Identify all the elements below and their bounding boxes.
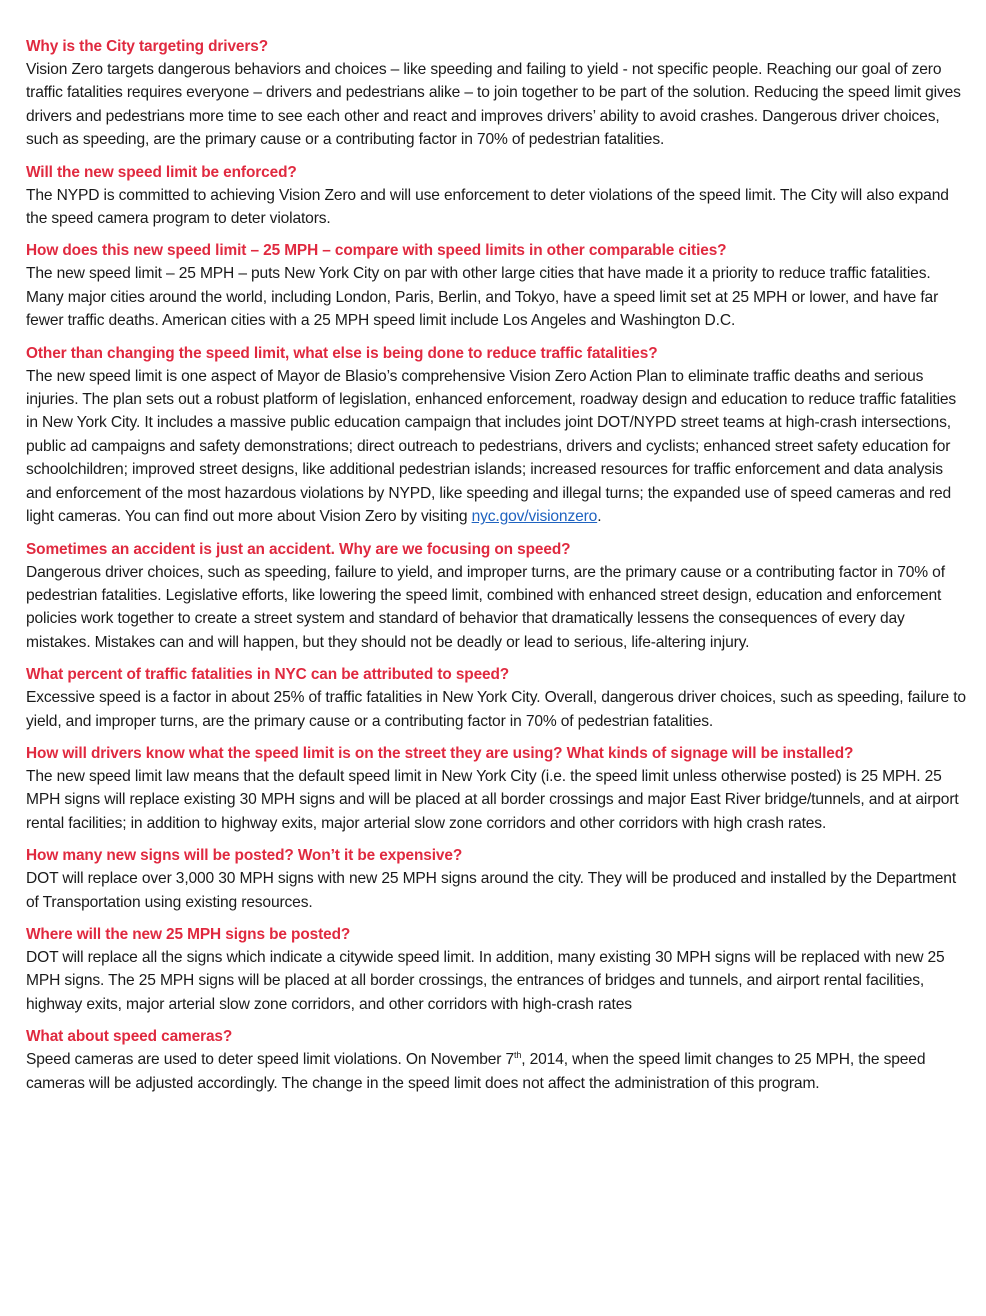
faq-answer-suffix: . [597,508,602,526]
faq-question: How many new signs will be posted? Won’t it be expensive? [26,847,463,865]
faq-item-sign-count [26,845,972,914]
faq-question: Will the new speed limit be enforced? [26,163,297,181]
faq-question: Where will the new 25 MPH signs be posted? [26,925,351,943]
faq-answer: Excessive speed is a factor in about 25% of traffic fatalities in New York City. Overall, dangerous driver choices, such as speeding, failure to yield, and improper turns, are the primary cause or a contributing factor in 70% of pedestrian fatalities. [26,689,966,730]
faq-item-focus-on-speed [26,539,972,655]
faq-answer-text: The new speed limit is one aspect of Mayor de Blasio’s comprehensive Vision Zero Action Plan to eliminate traffic deaths and serious injuries. The plan sets out a robust platform of legislation, enhanced enforcement, roadway design and education to reduce traffic fatalities in New York City. It includes a massive public education campaign that includes joint DOT/NYPD street teams at high-crash intersections, public ad campaigns and safety demonstrations; direct outreach to pedestrians, drivers and cyclists; enhanced street safety education for schoolchildren; improved street designs, like additional pedestrian islands; increased resources for traffic enforcement and data analysis and enforcement of the most hazardous violations by NYPD, like speeding and illegal turns; the expanded use of speed cameras and red light cameras. You can find out more about Vision Zero by visiting [26,367,957,526]
ordinal-suffix: th [514,1050,522,1060]
faq-answer-text-cont: , 2014, when the speed limit changes to 25 MPH, the speed cameras will be adjusted accordingly. The change in the speed limit does not affect the administration of this program. [26,1051,926,1092]
faq-question: How does this new speed limit – 25 MPH – compare with speed limits in other comparable cities? [26,242,727,260]
faq-answer: DOT will replace all the signs which indicate a citywide speed limit. In addition, many existing 30 MPH signs will be replaced with new 25 MPH signs. The 25 MPH signs will be placed at all border crossings, the entrances of bridges and tunnels, and airport rental facilities, highway exits, major arterial slow zone corridors, and other corridors with high-crash rates [26,948,945,1013]
faq-answer-text: Speed cameras are used to deter speed limit violations. On November 7 [26,1051,515,1069]
faq-answer [26,1048,972,1095]
faq-answer: Dangerous driver choices, such as speeding, failure to yield, and improper turns, are the primary cause or a contributing factor in 70% of pedestrian fatalities. Legislative efforts, like lowering the speed limit, combined with enhanced street design, education and enforcement policies work together to create a street system and standard of behavior that dramatically lessens the consequences of every day mistakes. Mistakes can and will happen, but they should not be deadly or lead to serious, life-altering injury. [26,563,945,651]
faq-item-sign-locations [26,924,972,1016]
faq-item-other-measures [26,343,972,529]
faq-question: What about speed cameras? [26,1028,233,1046]
faq-item-targeting-drivers [26,36,972,152]
faq-answer: The NYPD is committed to achieving Vision Zero and will use enforcement to deter violations of the speed limit. The City will also expand the speed camera program to deter violators. [26,186,949,228]
faq-answer: The new speed limit – 25 MPH – puts New York City on par with other large cities that have made it a priority to reduce traffic fatalities. Many major cities around the world, including London, Paris, Berlin, and Tokyo, have a speed limit set at 25 MPH or lower, and have far fewer traffic deaths. American cities with a 25 MPH speed limit include Los Angeles and Washington D.C. [26,265,939,330]
faq-answer: Vision Zero targets dangerous behaviors and choices – like speeding and failing to yield - not specific people. Reaching our goal of zero traffic fatalities requires everyone – drivers and pedestrians alike – to join together to be part of the solution. Reducing the speed limit gives drivers and pedestrians more time to see each other and react and improves drivers’ ability to avoid crashes. Dangerous driver choices, such as speeding, are the primary cause or a contributing factor in 70% of pedestrian fatalities. [26,61,961,149]
faq-item-signage [26,743,972,835]
faq-question: How will drivers know what the speed limit is on the street they are using? What kinds of signage will be installed? [26,744,854,762]
faq-answer [26,365,972,529]
faq-answer: The new speed limit law means that the default speed limit in New York City (i.e. the speed limit unless otherwise posted) is 25 MPH. 25 MPH signs will replace existing 30 MPH signs and will be placed at all border crossings and major East River bridge/tunnels, and at airport rental facilities; in addition to highway exits, major arterial slow zone corridors and other corridors with high crash rates. [26,767,959,832]
faq-question: Sometimes an accident is just an accident. Why are we focusing on speed? [26,540,571,558]
faq-question: Why is the City targeting drivers? [26,38,269,55]
faq-item-enforcement [26,162,972,231]
faq-question: What percent of traffic fatalities in NYC can be attributed to speed? [26,666,510,684]
visionzero-link[interactable]: nyc.gov/visionzero [471,508,598,526]
faq-item-speed-cameras [26,1026,972,1095]
faq-question: Other than changing the speed limit, what else is being done to reduce traffic fatalities? [26,344,658,362]
faq-answer: DOT will replace over 3,000 30 MPH signs with new 25 MPH signs around the city. They will be produced and installed by the Department of Transportation using existing resources. [26,870,957,911]
faq-item-comparable-cities [26,240,972,332]
faq-item-percent-speed [26,664,972,733]
